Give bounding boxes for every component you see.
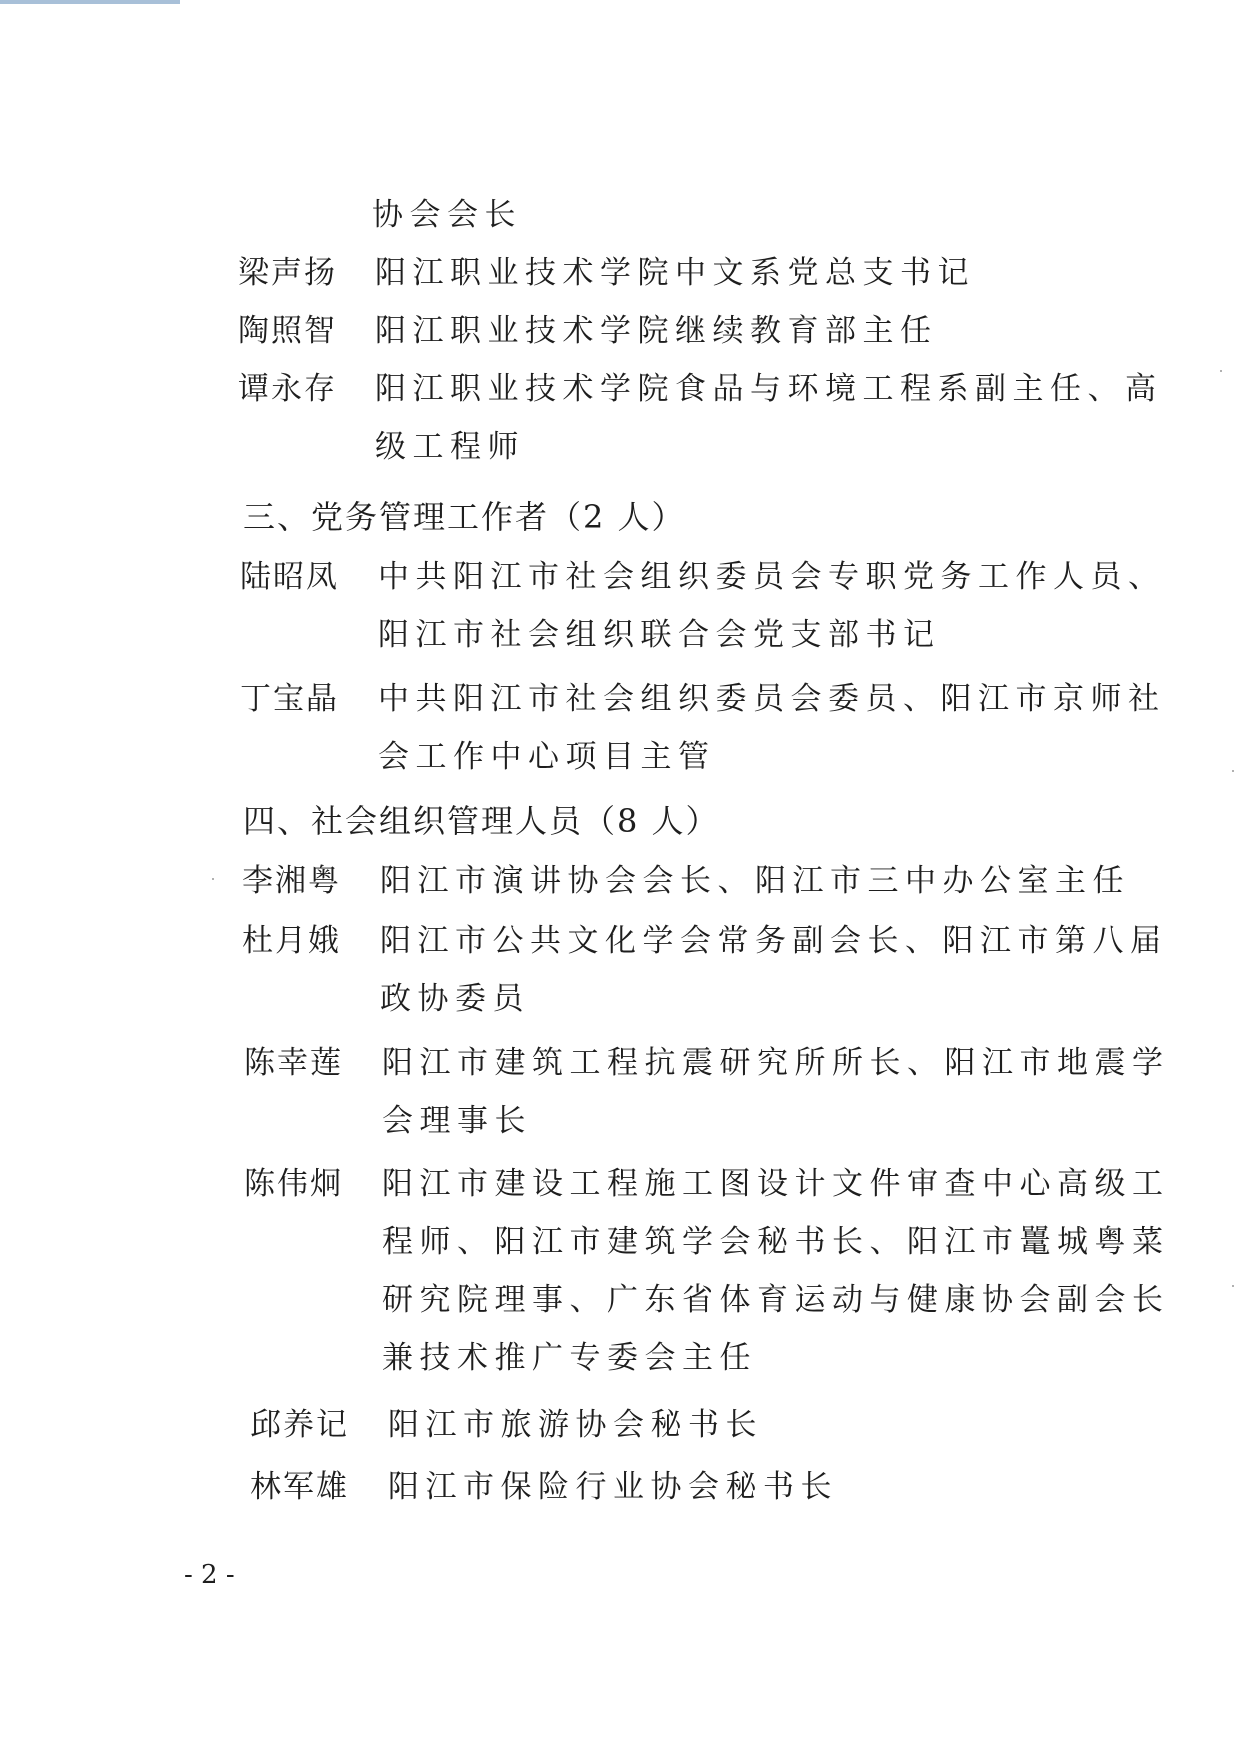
page-number: - 2 - bbox=[184, 1560, 235, 1590]
member-description bbox=[380, 852, 1130, 910]
member-description bbox=[382, 1034, 1170, 1150]
description-line: 阳江市建筑工程抗震研究所所长、阳江市地震学 bbox=[382, 1045, 1170, 1081]
description-line: 阳江市演讲协会会长、阳江市三中办公室主任 bbox=[380, 863, 1130, 899]
description-line: 中共阳江市社会组织委员会委员、阳江市京师社 bbox=[378, 681, 1166, 717]
member-name: 陈幸莲 bbox=[244, 1045, 343, 1081]
description-line: 研究院理事、广东省体育运动与健康协会副会长 bbox=[382, 1282, 1170, 1318]
scan-speck bbox=[1232, 1285, 1234, 1287]
description-line: 阳江市社会组织联合会党支部书记 bbox=[378, 617, 941, 653]
description-line: 阳江市旅游协会秘书长 bbox=[388, 1407, 763, 1443]
section-heading: 四、社会组织管理人员（8 人） bbox=[243, 802, 720, 840]
member-name: 李湘粤 bbox=[242, 863, 341, 899]
member-name: 陆昭凤 bbox=[240, 559, 339, 595]
member-name: 林军雄 bbox=[250, 1469, 349, 1505]
description-line: 会理事长 bbox=[382, 1103, 532, 1139]
description-line: 中共阳江市社会组织委员会专职党务工作人员、 bbox=[378, 559, 1166, 595]
description-line: 协会会长 bbox=[372, 197, 522, 233]
member-name: 杜月娥 bbox=[242, 923, 341, 959]
description-line: 阳江职业技术学院食品与环境工程系副主任、高 bbox=[375, 371, 1163, 407]
description-line: 阳江市保险行业协会秘书长 bbox=[388, 1469, 838, 1505]
description-line: 阳江职业技术学院中文系党总支书记 bbox=[375, 255, 975, 291]
description-line: 级工程师 bbox=[375, 429, 525, 465]
member-description bbox=[378, 548, 1166, 664]
member-name: 陶照智 bbox=[238, 313, 337, 349]
scan-speck bbox=[212, 878, 214, 880]
description-line: 阳江职业技术学院继续教育部主任 bbox=[375, 313, 938, 349]
description-line: 阳江市公共文化学会常务副会长、阳江市第八届 bbox=[380, 923, 1168, 959]
member-description bbox=[380, 912, 1168, 1028]
member-name: 梁声扬 bbox=[238, 255, 337, 291]
member-name: 丁宝晶 bbox=[240, 681, 339, 717]
description-line: 程师、阳江市建筑学会秘书长、阳江市鼍城粤菜 bbox=[382, 1224, 1170, 1260]
continuation-text bbox=[372, 186, 1102, 244]
member-name: 陈伟炯 bbox=[244, 1166, 343, 1202]
member-description bbox=[388, 1458, 1118, 1516]
section-heading: 三、党务管理工作者（2 人） bbox=[243, 498, 686, 536]
scan-speck bbox=[1232, 770, 1234, 772]
member-name: 邱养记 bbox=[250, 1407, 349, 1443]
member-description bbox=[375, 244, 1105, 302]
description-line: 政协委员 bbox=[380, 981, 530, 1017]
member-description bbox=[378, 670, 1166, 786]
member-description bbox=[375, 302, 1105, 360]
description-line: 阳江市建设工程施工图设计文件审查中心高级工 bbox=[382, 1166, 1170, 1202]
scan-speck bbox=[1220, 370, 1222, 372]
scan-edge-mark bbox=[0, 0, 180, 4]
description-line: 会工作中心项目主管 bbox=[378, 739, 716, 775]
member-description bbox=[375, 360, 1163, 476]
description-line: 兼技术推广专委会主任 bbox=[382, 1340, 757, 1376]
member-name: 谭永存 bbox=[238, 371, 337, 407]
member-description bbox=[382, 1155, 1170, 1387]
member-description bbox=[388, 1396, 1118, 1454]
